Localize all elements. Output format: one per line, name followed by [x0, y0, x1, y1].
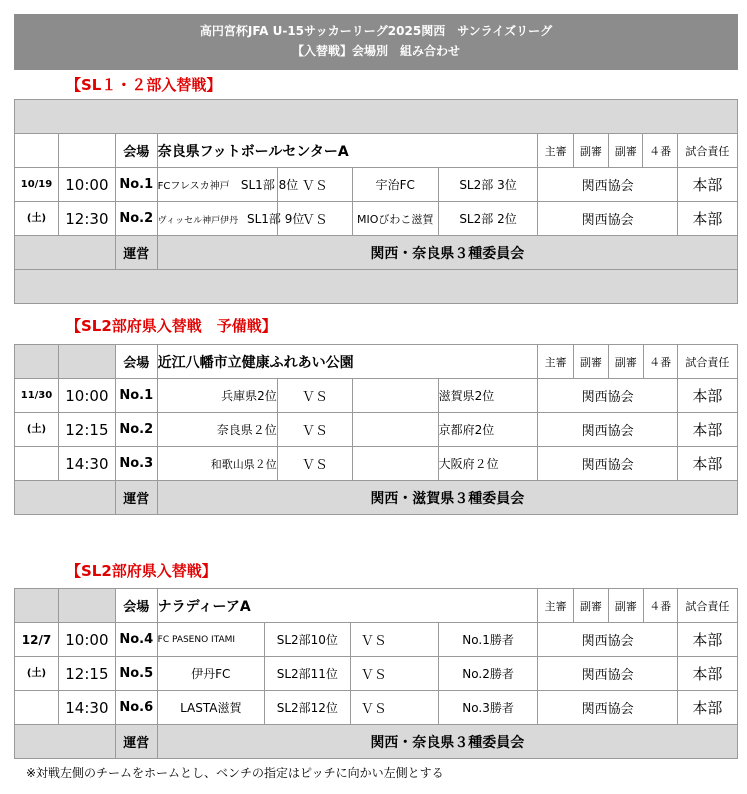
fukushin-header-2: 副審 — [609, 345, 643, 379]
home-team-name: FCフレスカ神戸 — [157, 181, 230, 192]
match-time: 14:30 — [58, 691, 115, 725]
home-team-name: FC PASENO ITAMI — [157, 623, 264, 657]
home-team-rank: SL1部 8位 — [240, 178, 299, 192]
match-time: 12:15 — [58, 657, 115, 691]
match-time: 12:30 — [58, 202, 115, 236]
page-header — [14, 14, 738, 70]
vs-label: ＶＳ — [277, 202, 352, 236]
sekinin-header: 試合責任 — [677, 589, 737, 623]
referee-assignment: 関西協会 — [538, 691, 677, 725]
referee-assignment: 関西協会 — [538, 447, 677, 481]
responsible: 本部 — [677, 202, 737, 236]
home-team-name: ヴィッセル神戸伊丹 — [157, 216, 239, 226]
away-team-name: No.1勝者 — [438, 623, 538, 657]
away-team-rank: SL2部 2位 — [438, 202, 538, 236]
match-number: No.2 — [115, 413, 157, 447]
away-team-name: No.3勝者 — [438, 691, 538, 725]
away-team-name: No.2勝者 — [438, 657, 538, 691]
shushin-header: 主審 — [538, 134, 573, 168]
operator-name: 関西・奈良県３種委員会 — [157, 236, 737, 270]
home-team-name: 伊丹FC — [157, 657, 264, 691]
responsible: 本部 — [677, 168, 737, 202]
away-team-rank: SL2部 3位 — [438, 168, 538, 202]
referee-assignment: 関西協会 — [538, 623, 677, 657]
home-team-name: 奈良県２位 — [157, 413, 277, 447]
match-number: No.6 — [115, 691, 157, 725]
referee-assignment: 関西協会 — [538, 168, 677, 202]
match-weekday: (土) — [15, 202, 59, 236]
schedule-table-sl2 — [14, 588, 738, 759]
header-subtitle: 【入替戦】会場別 組み合わせ — [291, 44, 460, 58]
home-team-name: LASTA滋賀 — [157, 691, 264, 725]
home-team-name: 和歌山県２位 — [157, 447, 277, 481]
sekinin-header: 試合責任 — [677, 134, 737, 168]
section-title-sl2-prelim: 【SL2部府県入替戦 予備戦】 — [66, 317, 277, 335]
venue-name: ナラディーアA — [157, 589, 538, 623]
vs-label: ＶＳ — [277, 168, 352, 202]
sekinin-header: 試合責任 — [677, 345, 737, 379]
match-weekday: (土) — [15, 413, 59, 447]
section-title-sl2: 【SL2部府県入替戦】 — [66, 562, 217, 580]
vs-label: ＶＳ — [350, 691, 438, 725]
away-team-name: 京都府2位 — [438, 413, 538, 447]
home-team-rank: SL2部12位 — [264, 691, 350, 725]
home-team-rank: SL2部11位 — [264, 657, 350, 691]
yonban-header: ４番 — [643, 134, 677, 168]
fukushin-header-2: 副審 — [609, 134, 643, 168]
shushin-header: 主審 — [538, 589, 573, 623]
schedule-table-sl12 — [14, 99, 738, 304]
operator-label: 運営 — [115, 725, 157, 759]
responsible: 本部 — [677, 413, 737, 447]
referee-assignment: 関西協会 — [538, 657, 677, 691]
home-team-rank: SL2部10位 — [264, 623, 350, 657]
home-team — [157, 168, 299, 202]
fukushin-header-2: 副審 — [609, 589, 643, 623]
vs-label: ＶＳ — [277, 413, 352, 447]
match-number: No.2 — [115, 202, 157, 236]
header-title: 高円宮杯JFA U-15サッカーリーグ2025関西 サンライズリーグ — [199, 24, 553, 38]
section-title-sl12: 【SL１・２部入替戦】 — [66, 76, 222, 94]
venue-name: 近江八幡市立健康ふれあい公園 — [157, 345, 538, 379]
footnote: ※対戦左側のチームをホームとし、ベンチの指定はピッチに向かい左側とする — [26, 766, 444, 780]
vs-label: ＶＳ — [277, 447, 352, 481]
fukushin-header-1: 副審 — [573, 134, 608, 168]
operator-label: 運営 — [115, 236, 157, 270]
match-number: No.1 — [115, 168, 157, 202]
match-time: 14:30 — [58, 447, 115, 481]
match-date: 10/19 — [15, 168, 59, 202]
yonban-header: ４番 — [643, 345, 677, 379]
referee-assignment: 関西協会 — [538, 379, 677, 413]
match-number: No.1 — [115, 379, 157, 413]
match-time: 10:00 — [58, 379, 115, 413]
fukushin-header-1: 副審 — [573, 345, 608, 379]
vs-label: ＶＳ — [350, 657, 438, 691]
operator-name: 関西・滋賀県３種委員会 — [157, 481, 737, 515]
shushin-header: 主審 — [538, 345, 573, 379]
yonban-header: ４番 — [643, 589, 677, 623]
home-team-name: 兵庫県2位 — [157, 379, 277, 413]
blank-row — [15, 100, 738, 134]
venue-label: 会場 — [115, 134, 157, 168]
responsible: 本部 — [677, 657, 737, 691]
match-date: 11/30 — [15, 379, 59, 413]
match-date: 12/7 — [15, 623, 59, 657]
fukushin-header-1: 副審 — [573, 589, 608, 623]
schedule-table-sl2-prelim — [14, 344, 738, 515]
home-team — [157, 202, 305, 236]
vs-label: ＶＳ — [277, 379, 352, 413]
responsible: 本部 — [677, 447, 737, 481]
match-time: 10:00 — [58, 623, 115, 657]
away-team-name: MIOびわこ滋賀 — [352, 202, 438, 236]
away-team-name: 滋賀県2位 — [438, 379, 538, 413]
match-time: 12:15 — [58, 413, 115, 447]
match-number: No.4 — [115, 623, 157, 657]
match-number: No.3 — [115, 447, 157, 481]
vs-label: ＶＳ — [350, 623, 438, 657]
operator-label: 運営 — [115, 481, 157, 515]
away-team-name: 宇治FC — [352, 168, 438, 202]
venue-label: 会場 — [115, 589, 157, 623]
away-team-name: 大阪府２位 — [438, 447, 538, 481]
venue-name: 奈良県フットボールセンターA — [157, 134, 538, 168]
responsible: 本部 — [677, 691, 737, 725]
match-time: 10:00 — [58, 168, 115, 202]
venue-label: 会場 — [115, 345, 157, 379]
responsible: 本部 — [677, 379, 737, 413]
referee-assignment: 関西協会 — [538, 202, 677, 236]
match-number: No.5 — [115, 657, 157, 691]
responsible: 本部 — [677, 623, 737, 657]
referee-assignment: 関西協会 — [538, 413, 677, 447]
match-weekday: (土) — [15, 657, 59, 691]
home-team-rank: SL1部 9位 — [246, 212, 305, 226]
operator-name: 関西・奈良県３種委員会 — [157, 725, 737, 759]
blank-row — [15, 270, 738, 304]
